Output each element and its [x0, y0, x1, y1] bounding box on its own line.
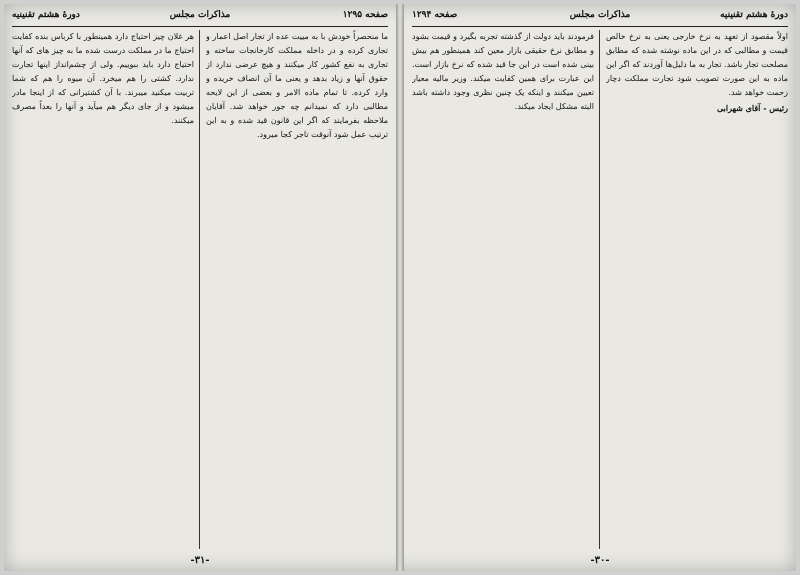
right-column-divider [599, 30, 600, 549]
right-page [404, 4, 796, 571]
speaker-heading: رئیس - آقای شهرابی [716, 103, 788, 113]
right-page-header [412, 10, 788, 24]
right-column-1-text: اولاً مقصود از تعهد به نرخ خارجی یعنی به نرخ خالص قیمت و مطالبی که در این ماده نوشته شده که مطابق مصلحت تجار باشد. تجار به ما دلیل‌ها آوردند که اگر این ماده به این صورت تصویب شود تجارت مملکت دچار زحمت خواهد شد. [606, 32, 788, 97]
left-column-1-text: ما منحصراً خودش با به مییت عده از تجار اصل اعمار و تجاری کرده و در داخله مملکت کارخانجات ساخته و تجاری به نفع کشور کار میکنند و هیچ عرضی ندارد از حقوق آنها و زیاد بدهد و یعنی ما آن انصاف خریده و وارد کرده. تا تمام ماده الامر و بعضی از این لایحه مطالبی دارد که نمیدانم چه جور خواهد شد. آقایان ملاحظه بفرمایند که اگر این قانون قید شده و به این ترتیب عمل شود آنوقت تاجر کجا میرود. [206, 32, 388, 139]
left-page-column-1 [206, 30, 388, 549]
book-gutter [396, 4, 404, 571]
left-header-session: دورهٔ هشتم تقنینیه [12, 10, 80, 20]
left-column-2-text: هر غلان چیز احتیاج دارد همینطور با کرباس بنده کفایت احتیاج ما در مملکت درست شده ما به چیز های که آنها احتیاج دارد باید ببوییم. ولی از چشم‌انداز اینها تجارت ندارد. کشتی را هم میخرد. آن میوه را هم که شما تربیت میکنید میبرند. با آن کشتیرانی که از اینجا مادر میشود و از جای دیگر هم میآید و آنها را بعداً مصرف میکنند. [12, 32, 194, 125]
right-header-rule [412, 26, 788, 27]
left-header-page-number: صفحه ۱۲۹۵ [342, 10, 388, 20]
left-page-column-2 [12, 30, 194, 549]
right-page-column-2 [412, 30, 594, 549]
right-page-column-1 [606, 30, 788, 549]
left-folio: -۳۱- [190, 555, 210, 566]
right-column-2-text: فرمودند باید دولت از گذشته تجربه بگیرد و قیمت بشود و مطابق نرخ حقیقی بازار معین کند همینطور هم بیش بینی شده است در این جا قید شده که نرخ بازار است. این عبارت برای همین کفایت میکند. وزیر مالیه معیار تعیین میکنند و اینکه یک چنین نظری وجود داشته باشد البته مشکل ایجاد میکند. [412, 32, 594, 111]
book-spread [4, 4, 796, 571]
right-header-title: مذاکرات مجلس [569, 10, 631, 20]
left-column-divider [199, 30, 200, 549]
right-header-page-number: صفحه ۱۲۹۴ [412, 10, 458, 20]
left-header-title: مذاکرات مجلس [169, 10, 231, 20]
left-page-header [12, 10, 388, 24]
left-columns [12, 30, 388, 549]
left-page [4, 4, 396, 571]
right-columns [412, 30, 788, 549]
right-header-session: دورهٔ هشتم تقنینیه [720, 10, 788, 20]
left-header-rule [12, 26, 388, 27]
right-folio: -۳۰- [590, 555, 610, 566]
